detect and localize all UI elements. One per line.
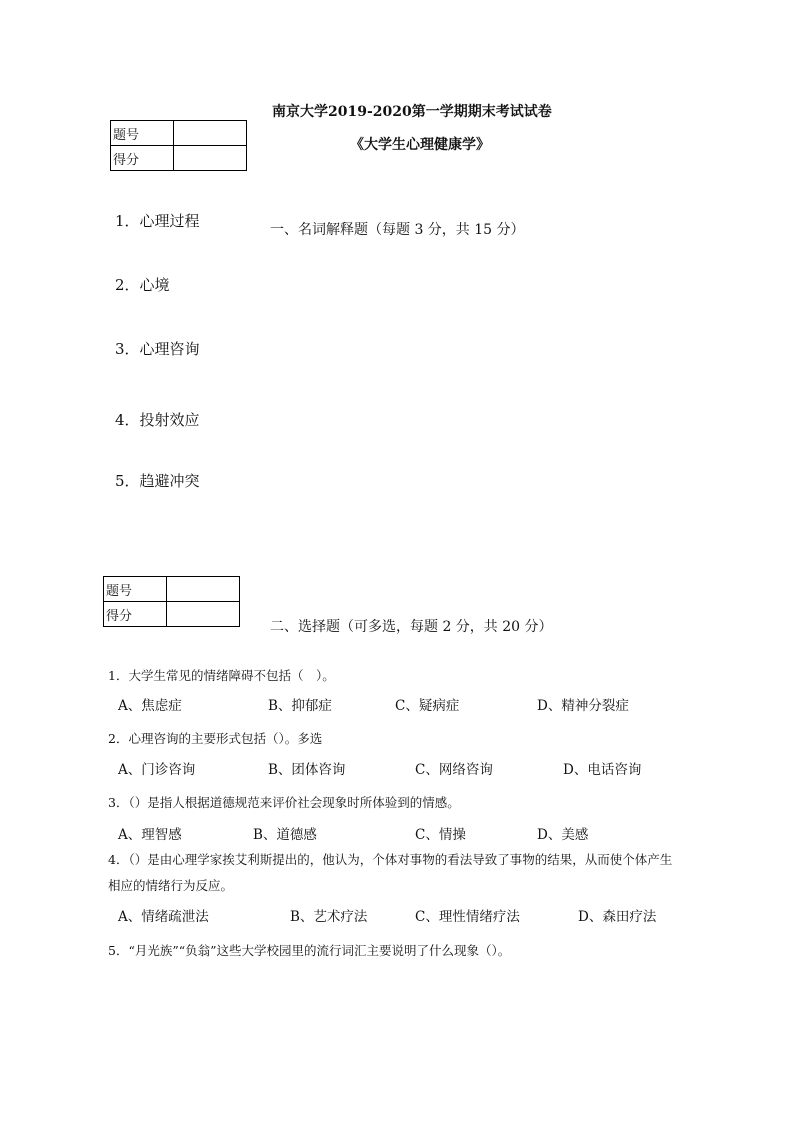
term-item: 5．趋避冲突	[115, 472, 200, 490]
option: C、网络咨询	[415, 762, 493, 778]
option: C、情操	[415, 827, 466, 843]
question: 2．心理咨询的主要形式包括（）。多选	[108, 731, 323, 746]
question-continuation: 相应的情绪行为反应。	[108, 878, 234, 893]
option: B、道德感	[253, 827, 317, 843]
question: 1．大学生常见的情绪障碍不包括（ ）。	[108, 668, 335, 683]
question: 4．（）是由心理学家挨艾利斯提出的，他认为，个体对事物的看法导致了事物的结果，从而使个体产生	[108, 852, 673, 867]
term-item: 2．心境	[115, 276, 170, 294]
option: C、疑病症	[395, 698, 460, 714]
option: A、门诊咨询	[118, 762, 196, 778]
score-cell	[167, 602, 240, 627]
score-table-2	[103, 576, 240, 627]
score-label: 题号	[111, 121, 174, 146]
option: A、理智感	[118, 827, 182, 843]
score-label: 题号	[104, 577, 167, 602]
option: D、森田疗法	[578, 909, 657, 925]
term-item: 3．心理咨询	[115, 340, 200, 358]
score-table-1	[110, 120, 247, 171]
score-cell	[167, 577, 240, 602]
option: B、艺术疗法	[290, 909, 368, 925]
term-item: 4．投射效应	[115, 411, 200, 429]
question: 3．（）是指人根据道德规范来评价社会现象时所体验到的情感。	[108, 795, 460, 810]
option: A、焦虑症	[118, 698, 182, 714]
term-item: 1．心理过程	[115, 212, 200, 230]
option: C、理性情绪疗法	[415, 909, 520, 925]
score-label: 得分	[104, 602, 167, 627]
option: D、美感	[537, 827, 589, 843]
exam-title: 南京大学2019-2020第一学期期末考试试卷	[272, 104, 552, 120]
option: D、精神分裂症	[537, 698, 629, 714]
option: A、情绪疏泄法	[118, 909, 209, 925]
option: B、抑郁症	[268, 698, 332, 714]
exam-subtitle: 《大学生心理健康学》	[350, 137, 490, 153]
section2-heading: 二、选择题（可多选，每题 2 分，共 20 分）	[270, 619, 553, 635]
option: B、团体咨询	[268, 762, 346, 778]
section1-heading: 一、名词解释题（每题 3 分，共 15 分）	[270, 222, 525, 238]
score-cell	[174, 146, 247, 171]
score-label: 得分	[111, 146, 174, 171]
score-cell	[174, 121, 247, 146]
question: 5．“月光族”“负翁”这些大学校园里的流行词汇主要说明了什么现象（）。	[108, 943, 511, 958]
option: D、电话咨询	[563, 762, 642, 778]
